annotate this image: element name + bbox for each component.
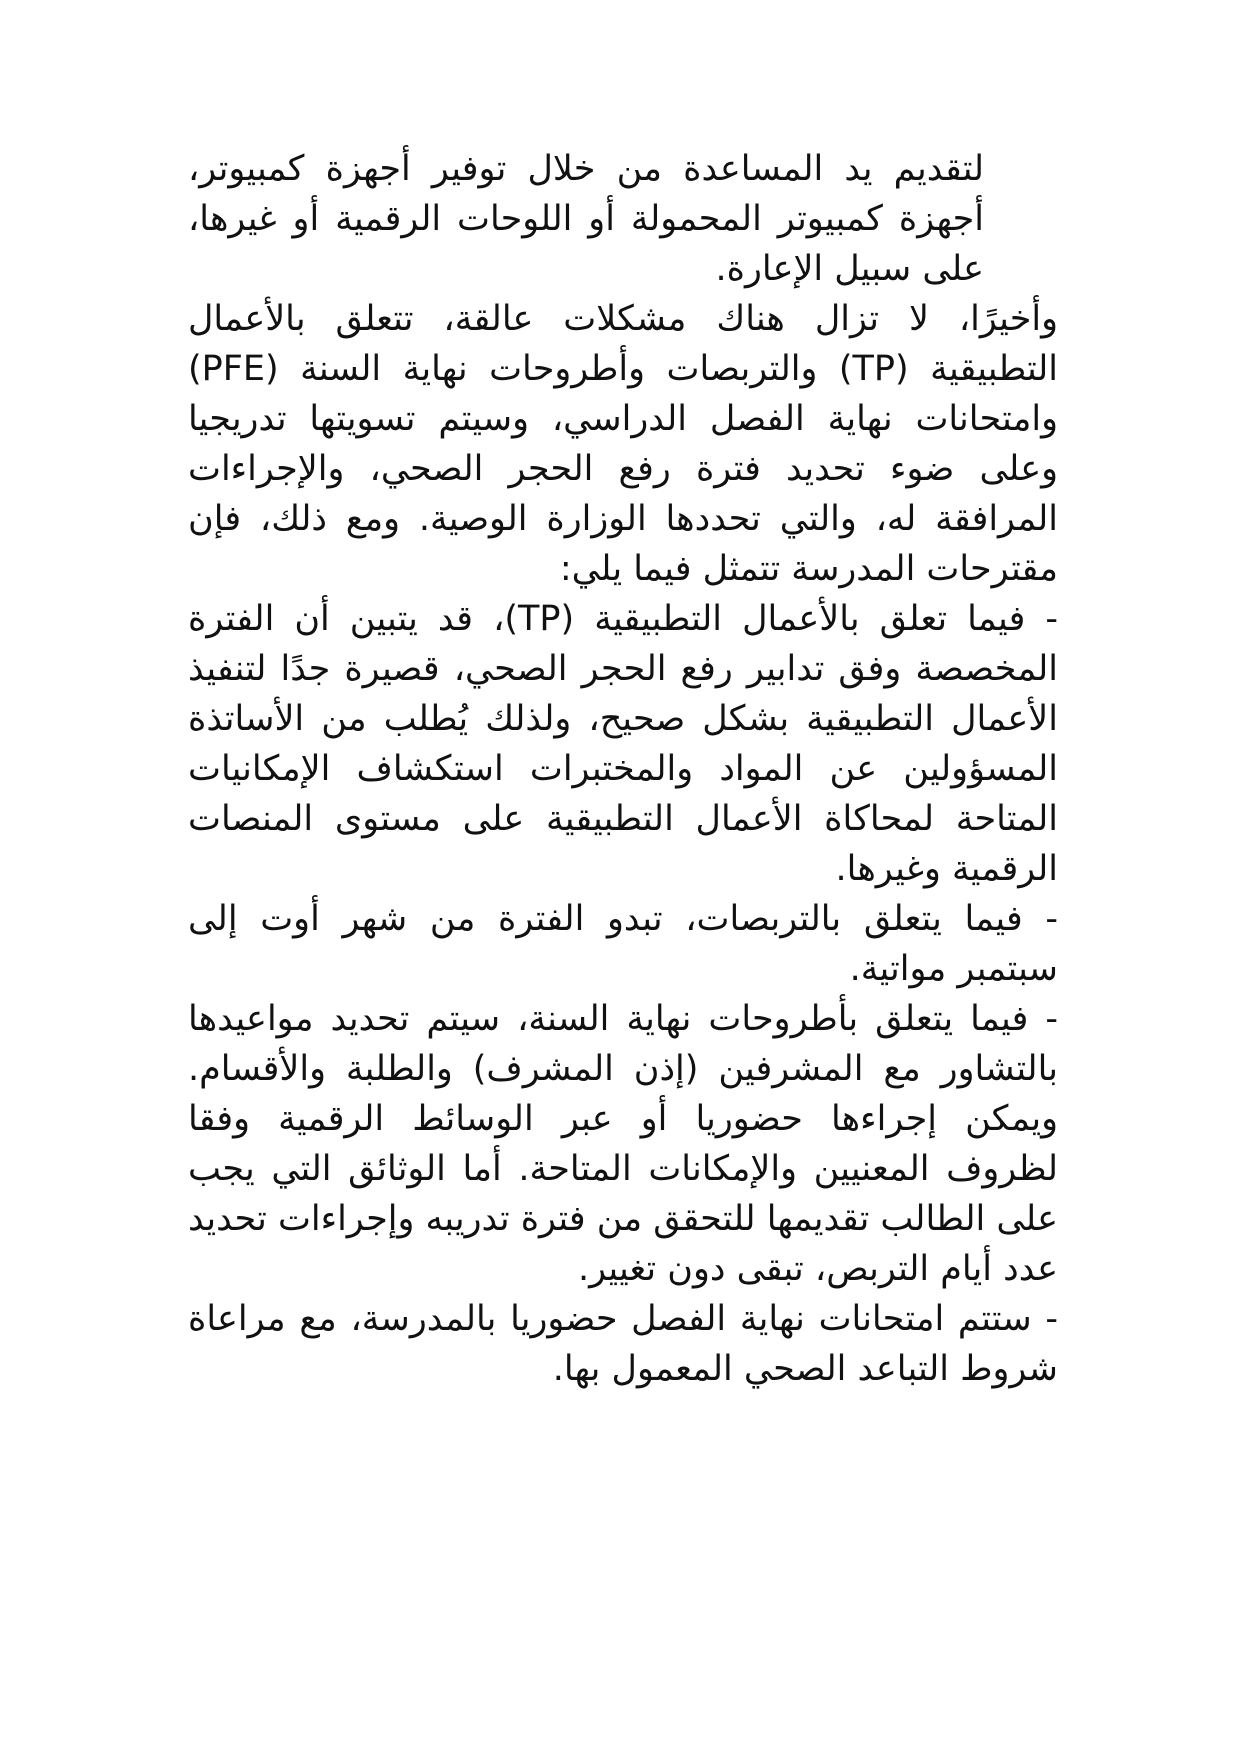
paragraph-theses: - فيما يتعلق بأطروحات نهاية السنة، سيتم تحديد مواعيدها بالتشاور مع المشرفين (إذن المشرف) والطلبة والأقسام. ويمكن إجراءها حضوريا أو عبر الوسائط الرقمية وفقا لظروف المعنيين والإمكانات المتاحة. أما الوثائق التي يجب على الطالب تقديمها للتحقق من فترة تدريبه وإجراءات تحديد عدد أيام التربص، تبقى دون تغيير. xyxy=(188,999,1058,1289)
document-body xyxy=(188,144,1058,1394)
paragraph-internships: - فيما يتعلق بالتربصات، تبدو الفترة من شهر أوت إلى سبتمبر مواتية. xyxy=(188,899,1058,989)
paragraph-exams: - ستتم امتحانات نهاية الفصل حضوريا بالمدرسة، مع مراعاة شروط التباعد الصحي المعمول بها. xyxy=(188,1299,1058,1389)
paragraph-equipment-loan: لتقديم يد المساعدة من خلال توفير أجهزة كمبيوتر، أجهزة كمبيوتر المحمولة أو اللوحات الرقمية أو غيرها، على سبيل الإعارة. xyxy=(188,149,984,289)
paragraph-pending-issues: وأخيرًا، لا تزال هناك مشكلات عالقة، تتعلق بالأعمال التطبيقية (TP) والتربصات وأطروحات نهاية السنة (PFE) وامتحانات نهاية الفصل الدراسي، وسيتم تسويتها تدريجيا وعلى ضوء تحديد فترة رفع الحجر الصحي، والإجراءات المرافقة له، والتي تحددها الوزارة الوصية. ومع ذلك، فإن مقترحات المدرسة تتمثل فيما يلي: xyxy=(188,299,1058,589)
paragraph-practical-work: - فيما تعلق بالأعمال التطبيقية (TP)، قد يتبين أن الفترة المخصصة وفق تدابير رفع الحجر الصحي، قصيرة جدًا لتنفيذ الأعمال التطبيقية بشكل صحيح، ولذلك يُطلب من الأساتذة المسؤولين عن المواد والمختبرات استكشاف الإمكانيات المتاحة لمحاكاة الأعمال التطبيقية على مستوى المنصات الرقمية وغيرها. xyxy=(188,599,1058,889)
